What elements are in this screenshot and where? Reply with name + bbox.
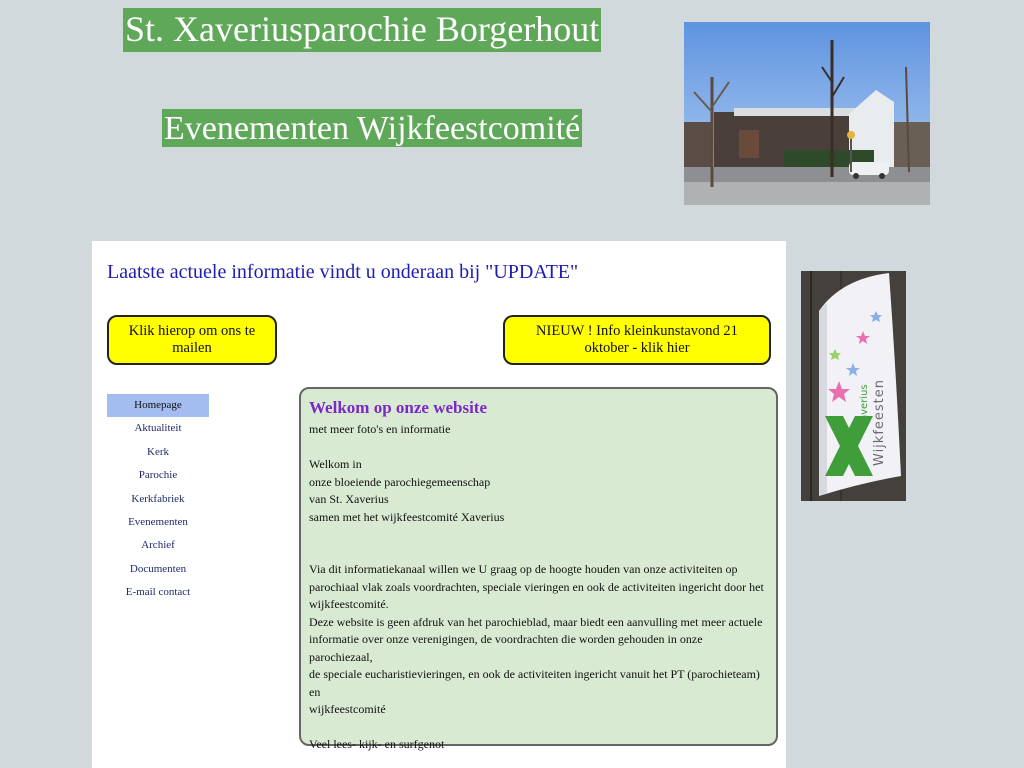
nav-item-kerk[interactable]: Kerk: [147, 445, 169, 458]
nav-item-kerkfabriek[interactable]: Kerkfabriek: [131, 492, 185, 505]
greeting-line: onze bloeiende parochiegemeenschap: [309, 474, 491, 489]
greeting-line: samen met het wijkfeestcomité Xaverius: [309, 509, 505, 524]
nav-item-email-contact[interactable]: E-mail contact: [125, 586, 191, 599]
header: [0, 0, 1024, 241]
nav-item-parochie[interactable]: Parochie: [138, 469, 178, 482]
body-line: wijkfeestcomité: [309, 702, 386, 716]
update-notice: Laatste actuele informatie vindt u onderaan bij "UPDATE": [107, 261, 579, 283]
nav-item-archief[interactable]: Archief: [141, 539, 175, 552]
church-building-image: [684, 22, 930, 205]
body-line: de speciale eucharistievieringen, en ook de activiteiten ingericht vanuit het PT (parochieteam) en: [309, 667, 760, 699]
wijkfeesten-flag-image: [801, 271, 906, 501]
main-content: [92, 241, 786, 768]
nav-item-documenten[interactable]: Documenten: [129, 562, 187, 575]
welcome-closing: Veel lees- kijk- en surfgenot: [309, 737, 445, 751]
sidebar-nav: [107, 394, 209, 605]
banner-subtext: averius: [859, 384, 870, 421]
body-line: Deze website is geen afdruk van het parochieblad, maar biedt een aanvulling met meer actuele: [309, 614, 763, 629]
nav-item-homepage[interactable]: Homepage: [107, 394, 209, 417]
welcome-intro: met meer foto's en informatie: [309, 422, 451, 436]
right-column: [786, 241, 932, 768]
welcome-title: Welkom op onze website: [309, 398, 488, 417]
church-photo: [684, 22, 930, 205]
body-line: wijkfeestcomité.: [309, 597, 389, 611]
welcome-panel: [299, 387, 778, 751]
body-line: Via dit informatiekanaal willen we U graag op de hoogte houden van onze activiteiten op: [309, 562, 738, 576]
mail-us-button[interactable]: Klik hierop om ons te mailen: [107, 315, 277, 365]
nav-item-aktualiteit[interactable]: Aktualiteit: [134, 422, 182, 435]
site-subtitle: Evenementen Wijkfeestcomité: [164, 110, 581, 147]
news-kleinkunstavond-button[interactable]: NIEUW ! Info kleinkunstavond 21 oktober - klik hier: [503, 315, 771, 365]
greeting-line: van St. Xaverius: [309, 492, 389, 506]
greeting-line: Welkom in: [309, 457, 362, 471]
wijkfeesten-banner-photo: [801, 271, 906, 501]
site-title: St. Xaveriusparochie Borgerhout: [123, 8, 601, 52]
body-line: informatie over onze verenigingen, de voordrachten die worden gehouden in onze parochiezaal,: [309, 632, 703, 664]
banner-text: Wijkfeesten: [872, 378, 887, 466]
body-line: parochiaal vlak zoals voordrachten, speciale vieringen en ook de activiteiten ingericht door het: [309, 579, 764, 594]
nav-item-evenementen[interactable]: Evenementen: [128, 515, 188, 528]
